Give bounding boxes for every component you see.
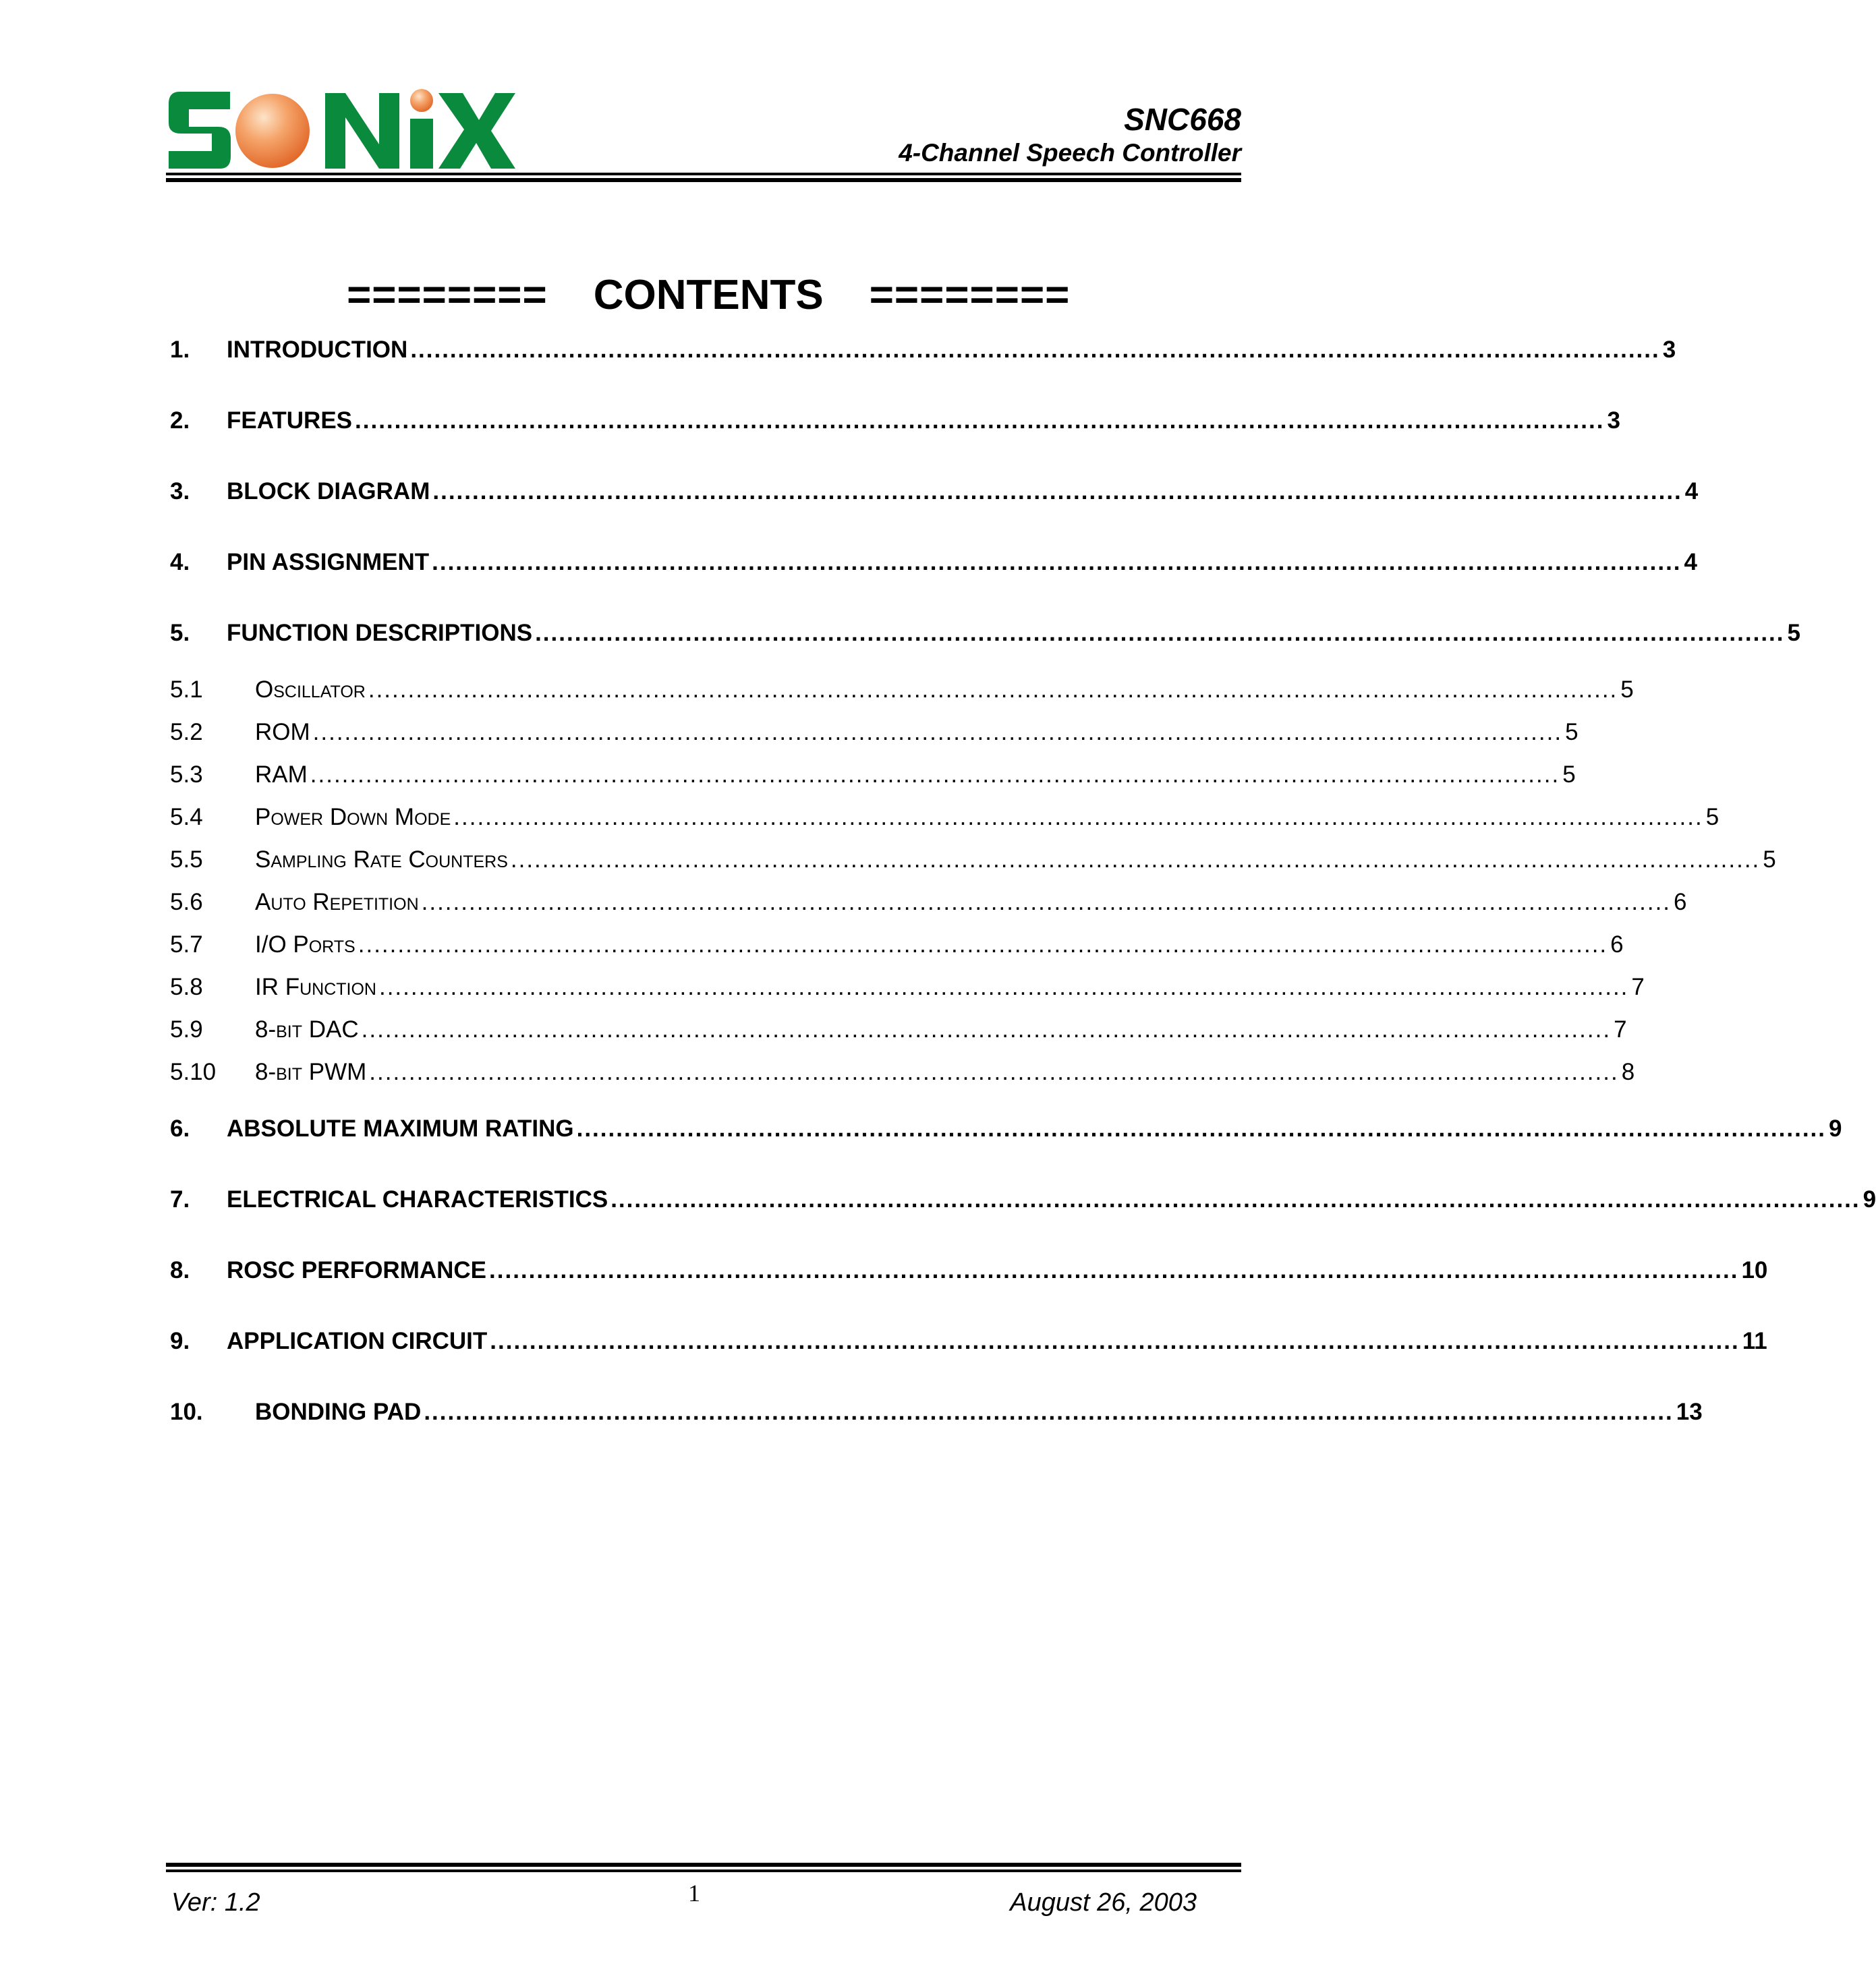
- toc-label: 8-bit DAC: [255, 1016, 359, 1043]
- toc-label: ELECTRICAL CHARACTERISTICS: [227, 1186, 608, 1213]
- toc-page: 9: [1829, 1115, 1842, 1142]
- toc-label: ABSOLUTE MAXIMUM RATING: [227, 1115, 574, 1142]
- title-rule-left: ========: [347, 272, 548, 318]
- toc-label: ROSC PERFORMANCE: [227, 1257, 487, 1283]
- toc-page: 3: [1662, 337, 1676, 363]
- toc-subentry[interactable]: [170, 755, 1576, 790]
- toc-page: 6: [1674, 889, 1687, 915]
- toc-number: 5.4: [170, 804, 203, 830]
- toc-page: 3: [1607, 407, 1620, 434]
- footer-version: Ver: 1.2: [171, 1888, 260, 1917]
- toc-page: 5: [1620, 676, 1634, 703]
- toc-number: 10.: [170, 1399, 203, 1425]
- toc-page: 6: [1610, 931, 1624, 958]
- toc-subentry[interactable]: [170, 1053, 1635, 1088]
- logo-letter-s: [169, 92, 231, 169]
- toc-page: 5: [1763, 846, 1776, 873]
- toc-label: INTRODUCTION: [227, 337, 408, 363]
- footer-page-number: 1: [688, 1880, 700, 1907]
- toc-page: 13: [1676, 1399, 1703, 1425]
- toc-subentry[interactable]: [170, 883, 1687, 918]
- toc-label: FEATURES: [227, 407, 353, 434]
- header-rule-top: [166, 173, 1241, 175]
- toc-entry[interactable]: [170, 401, 1620, 436]
- toc-label: Sampling Rate Counters: [255, 846, 508, 873]
- toc-entry[interactable]: [170, 614, 1800, 649]
- toc-subentry[interactable]: [170, 1010, 1627, 1045]
- toc-leader: ..............................................................................................................................................................: [453, 804, 1703, 830]
- toc-page: 4: [1684, 549, 1698, 575]
- logo-letter-n: [325, 93, 399, 169]
- toc-number: 6.: [170, 1115, 190, 1142]
- toc-label: ROM: [255, 719, 310, 745]
- toc-leader: ..............................................................................................................................................................: [421, 889, 1672, 915]
- toc-leader: ..............................................................................................................................................................: [361, 1016, 1612, 1043]
- toc-leader: ..............................................................................................................................................................: [310, 761, 1560, 788]
- toc-number: 5.3: [170, 761, 203, 788]
- toc-entry[interactable]: [170, 1180, 1876, 1215]
- toc-label: BONDING PAD: [255, 1399, 422, 1425]
- toc-page: 7: [1614, 1016, 1627, 1043]
- sonix-logo: [166, 86, 517, 174]
- toc-leader: ..............................................................................................................................................................: [355, 407, 1605, 434]
- toc-entry[interactable]: [170, 472, 1699, 507]
- toc-subentry[interactable]: [170, 713, 1579, 748]
- toc-leader: ..............................................................................................................................................................: [312, 719, 1563, 745]
- toc-label: I/O Ports: [255, 931, 356, 958]
- toc-page: 9: [1863, 1186, 1876, 1213]
- toc-label: IR Function: [255, 974, 376, 1000]
- toc-number: 2.: [170, 407, 190, 434]
- toc-entry[interactable]: [170, 330, 1676, 366]
- toc-leader: ..............................................................................................................................................................: [576, 1115, 1827, 1142]
- model-number: SNC668: [1124, 102, 1241, 137]
- footer-rule-top: [166, 1863, 1241, 1867]
- toc-number: 5.8: [170, 974, 203, 1000]
- title-word: CONTENTS: [593, 272, 824, 318]
- toc-page: 5: [1705, 804, 1719, 830]
- logo-letter-x: [438, 93, 515, 169]
- toc-number: 5.9: [170, 1016, 203, 1043]
- footer-rule-bottom: [166, 1869, 1241, 1872]
- toc-leader: ..............................................................................................................................................................: [368, 676, 1618, 703]
- toc-number: 8.: [170, 1257, 190, 1283]
- toc-subentry[interactable]: [170, 798, 1719, 833]
- toc-number: 5.10: [170, 1059, 217, 1085]
- contents-title: [0, 214, 1394, 322]
- toc-number: 5.: [170, 620, 190, 646]
- toc-number: 5.7: [170, 931, 203, 958]
- toc-label: PIN ASSIGNMENT: [227, 549, 430, 575]
- toc-page: 5: [1562, 761, 1576, 788]
- toc-leader: ..............................................................................................................................................................: [378, 974, 1629, 1000]
- toc-page: 7: [1631, 974, 1645, 1000]
- toc-leader: ..............................................................................................................................................................: [510, 846, 1761, 873]
- toc-leader: ..............................................................................................................................................................: [490, 1328, 1740, 1354]
- toc-subentry[interactable]: [170, 670, 1634, 705]
- toc-label: APPLICATION CIRCUIT: [227, 1328, 488, 1354]
- toc-number: 5.6: [170, 889, 203, 915]
- toc-subentry[interactable]: [170, 968, 1645, 1003]
- toc-page: 11: [1742, 1328, 1767, 1354]
- product-subtitle: 4-Channel Speech Controller: [899, 139, 1241, 167]
- toc-leader: ..............................................................................................................................................................: [432, 549, 1682, 575]
- toc-page: 4: [1684, 478, 1699, 504]
- toc-label: Auto Repetition: [255, 889, 419, 915]
- toc-leader: ..............................................................................................................................................................: [424, 1399, 1674, 1425]
- toc-entry[interactable]: [170, 1322, 1767, 1357]
- toc-entry[interactable]: [170, 1109, 1842, 1144]
- toc-label: FUNCTION DESCRIPTIONS: [227, 620, 533, 646]
- toc-number: 5.2: [170, 719, 203, 745]
- toc-entry[interactable]: [170, 543, 1698, 578]
- toc-subentry[interactable]: [170, 925, 1624, 960]
- toc-number: 5.5: [170, 846, 203, 873]
- header-title-block: [899, 101, 1241, 169]
- toc-subentry[interactable]: [170, 840, 1776, 875]
- header-rule-bottom: [166, 178, 1241, 182]
- toc-leader: ..............................................................................................................................................................: [535, 620, 1785, 646]
- toc-label: Power Down Mode: [255, 804, 451, 830]
- toc-page: 10: [1741, 1257, 1768, 1283]
- toc-leader: ..............................................................................................................................................................: [489, 1257, 1739, 1283]
- toc-leader: ..............................................................................................................................................................: [369, 1059, 1619, 1085]
- toc-label: BLOCK DIAGRAM: [227, 478, 430, 504]
- toc-entry[interactable]: [170, 1251, 1768, 1286]
- toc-page: 8: [1621, 1059, 1635, 1085]
- logo-ball: [235, 94, 310, 168]
- toc-leader: ..............................................................................................................................................................: [358, 931, 1608, 958]
- toc-label: RAM: [255, 761, 308, 788]
- footer-date: August 26, 2003: [1010, 1888, 1197, 1917]
- toc-number: 3.: [170, 478, 190, 504]
- toc-number: 7.: [170, 1186, 190, 1213]
- toc-leader: ..............................................................................................................................................................: [610, 1186, 1860, 1213]
- toc-number: 4.: [170, 549, 190, 575]
- toc-page: 5: [1565, 719, 1579, 745]
- logo-i-dot: [410, 89, 433, 112]
- toc-label: Oscillator: [255, 676, 366, 703]
- toc-number: 5.1: [170, 676, 203, 703]
- toc-leader: ..............................................................................................................................................................: [432, 478, 1682, 504]
- toc-leader: ..............................................................................................................................................................: [410, 337, 1660, 363]
- toc-entry[interactable]: [170, 1393, 1703, 1428]
- toc-number: 1.: [170, 337, 190, 363]
- toc-page: 5: [1787, 620, 1800, 646]
- toc-label: 8-bit PWM: [255, 1059, 367, 1085]
- toc-number: 9.: [170, 1328, 190, 1354]
- title-rule-right: ========: [869, 272, 1071, 318]
- logo-letter-i: [410, 119, 433, 169]
